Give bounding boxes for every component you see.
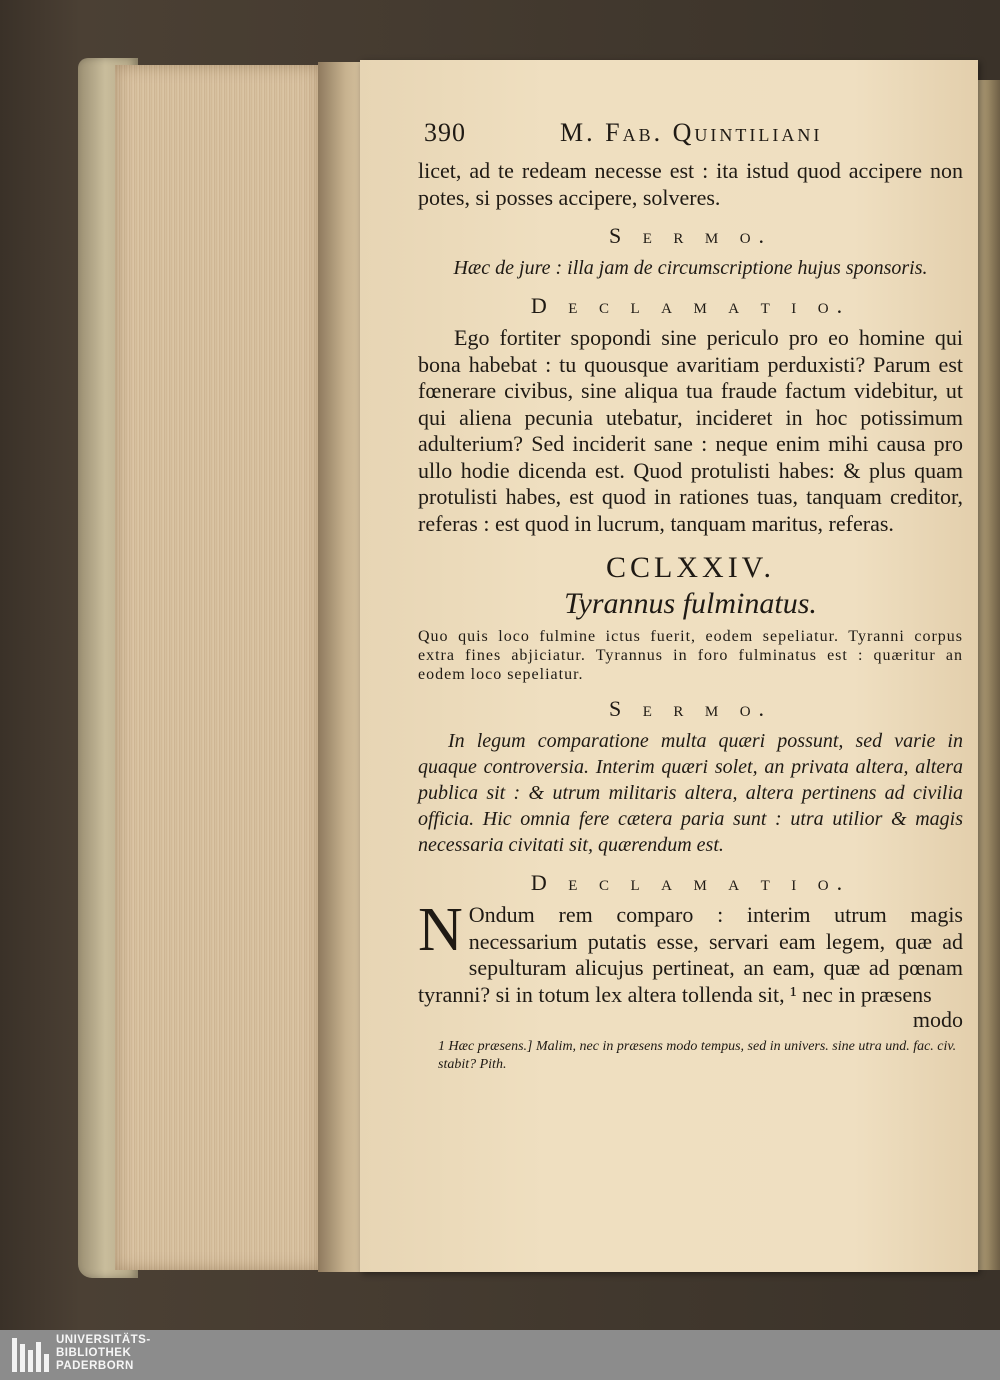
sermo-heading-1: S e r m o. — [608, 223, 773, 248]
declamation-number: CCLXXIV. — [606, 551, 775, 584]
sermo-text-1: Hæc de jure : illa jam de circumscriptione hujus sponsoris. — [453, 257, 928, 279]
declamatio-heading-1: D e c l a m a t i o. — [530, 293, 851, 318]
footnote: 1 Hæc præsens.] Malim, nec in præsens modo tempus, sed in univers. sine utra und. fac. civ. stabit? Pith. — [438, 1039, 957, 1072]
page-number: 390 — [424, 118, 466, 147]
page-block-edges — [115, 65, 320, 1270]
page-text — [418, 118, 963, 1074]
sermo-text-2: In legum comparatione multa quæri possunt, sed varie in quaque controversia. Interim quæri solet, an privata altera, altera publica sit : & utrum militaris altera, altera pertinens ad civilia officia. Hic omnia fere cætera paria sunt : utra utilior & magis necessaria civitati sit, quærendum est. — [418, 730, 963, 856]
library-footer-bar — [0, 1330, 1000, 1380]
catchword: modo — [912, 1007, 963, 1032]
declamatio-heading-2: D e c l a m a t i o. — [530, 870, 851, 895]
library-name-line2: BIBLIOTHEK — [56, 1347, 132, 1359]
declamatio-text-2-block — [418, 896, 963, 1008]
declamation-title: Tyrannus fulminatus. — [564, 587, 817, 620]
library-name — [56, 1334, 151, 1373]
running-head — [418, 118, 963, 158]
law-statement: Quo quis loco fulmine ictus fuerit, eodem sepeliatur. Tyranni corpus extra fines abjiciatur. Tyrannus in foro fulminatus est : quæritur an eodem loco sepeliatur. — [418, 628, 963, 683]
library-logo-icon — [12, 1338, 48, 1372]
declamatio-text-1: Ego fortiter spopondi sine periculo pro eo homine qui bona habebat : tu quousque avaritiam perduxisti? Parum est fœnerare civibus, sine aliqua tua fraude factum videbitur, ut qui aliena pecunia utebatur, incideret in hoc potissimum adulterium? Sed inciderit sane : neque enim mihi causa pro ullo hodie dicenda est. Quod protulisti habes: & plus quam protulisti habes, est quod in rationes tuas, tanquam creditor, referas : est quod in lucrum, tanquam maritus, referas. — [418, 325, 963, 536]
drop-cap-letter: N — [418, 896, 463, 964]
library-name-line3: PADERBORN — [56, 1360, 134, 1372]
sermo-heading-2: S e r m o. — [608, 696, 773, 721]
declamatio-text-2: Ondum rem comparo : interim utrum magis necessarium putatis esse, servari eam legem, quæ ad sepulturam alicujus pertineat, an eam, quæ ad pœnam tyranni? si in totum lex altera tollenda sit, ¹ nec in præsens — [418, 902, 963, 1007]
running-title: M. Fab. Quintiliani — [560, 118, 823, 147]
continuation-paragraph: licet, ad te redeam necesse est : ita istud quod accipere non potes, si posses accipere, solveres. — [418, 158, 963, 210]
library-name-line1: UNIVERSITÄTS- — [56, 1334, 151, 1346]
